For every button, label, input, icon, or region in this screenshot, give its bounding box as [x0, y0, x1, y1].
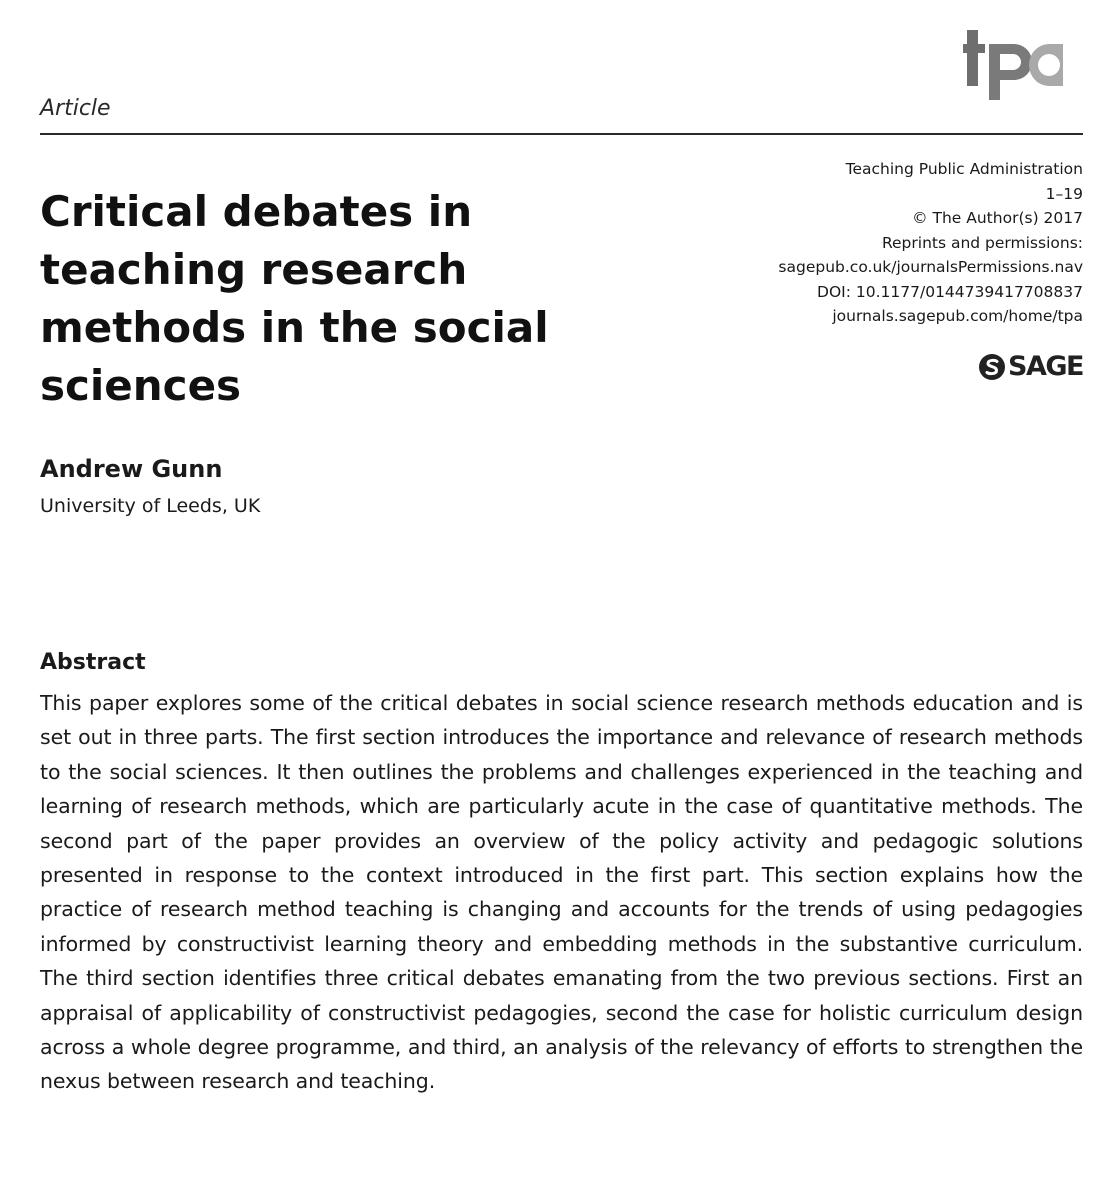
- reprints-label: Reprints and permissions:: [881, 233, 1083, 252]
- permissions-link[interactable]: sagepub.co.uk/journalsPermissions.nav: [778, 258, 1083, 276]
- header-divider: [40, 133, 1083, 135]
- sage-s-icon: [978, 353, 1006, 381]
- tpa-journal-logo: [963, 22, 1083, 100]
- article-title: Critical debates in teaching research methods in the social sciences: [40, 187, 549, 410]
- sage-publisher-logo: [978, 350, 1083, 384]
- sage-logo-text: SAGE: [1008, 351, 1083, 382]
- author-name: Andrew Gunn: [40, 455, 223, 483]
- journal-info-block: [663, 157, 1083, 329]
- page-range: 1–19: [1045, 184, 1083, 203]
- copyright-notice: © The Author(s) 2017: [912, 209, 1083, 227]
- abstract-body: This paper explores some of the critical debates in social science research methods education and is set out in three parts. The first section introduces the importance and relevance of research methods to the social sciences. It then outlines the problems and challenges experienced in the teaching and learning of research methods, which are particularly acute in the case of quantitative methods. The second part of the paper provides an overview of the policy activity and pedagogic solutions presented in response to the context introduced in the first part. This section explains how the practice of research method teaching is changing and accounts for the trends of using pedagogies informed by constructivist learning theory and embedding methods in the substantive curriculum. The third section identifies three critical debates emanating from the two previous sections. First an appraisal of applicability of constructivist pedagogies, second the case for holistic curriculum design across a whole degree programme, and third, an analysis of the relevancy of efforts to strengthen the nexus between research and teaching.: [40, 691, 1083, 1094]
- author-affiliation: University of Leeds, UK: [40, 495, 261, 517]
- journal-name: Teaching Public Administration: [845, 160, 1083, 178]
- journal-home-link[interactable]: journals.sagepub.com/home/tpa: [832, 307, 1083, 325]
- abstract-heading: Abstract: [40, 650, 146, 675]
- article-type-label: Article: [40, 96, 111, 121]
- doi-link[interactable]: DOI: 10.1177/0144739417708837: [817, 282, 1083, 301]
- tpa-logo-graphic: [963, 22, 1083, 100]
